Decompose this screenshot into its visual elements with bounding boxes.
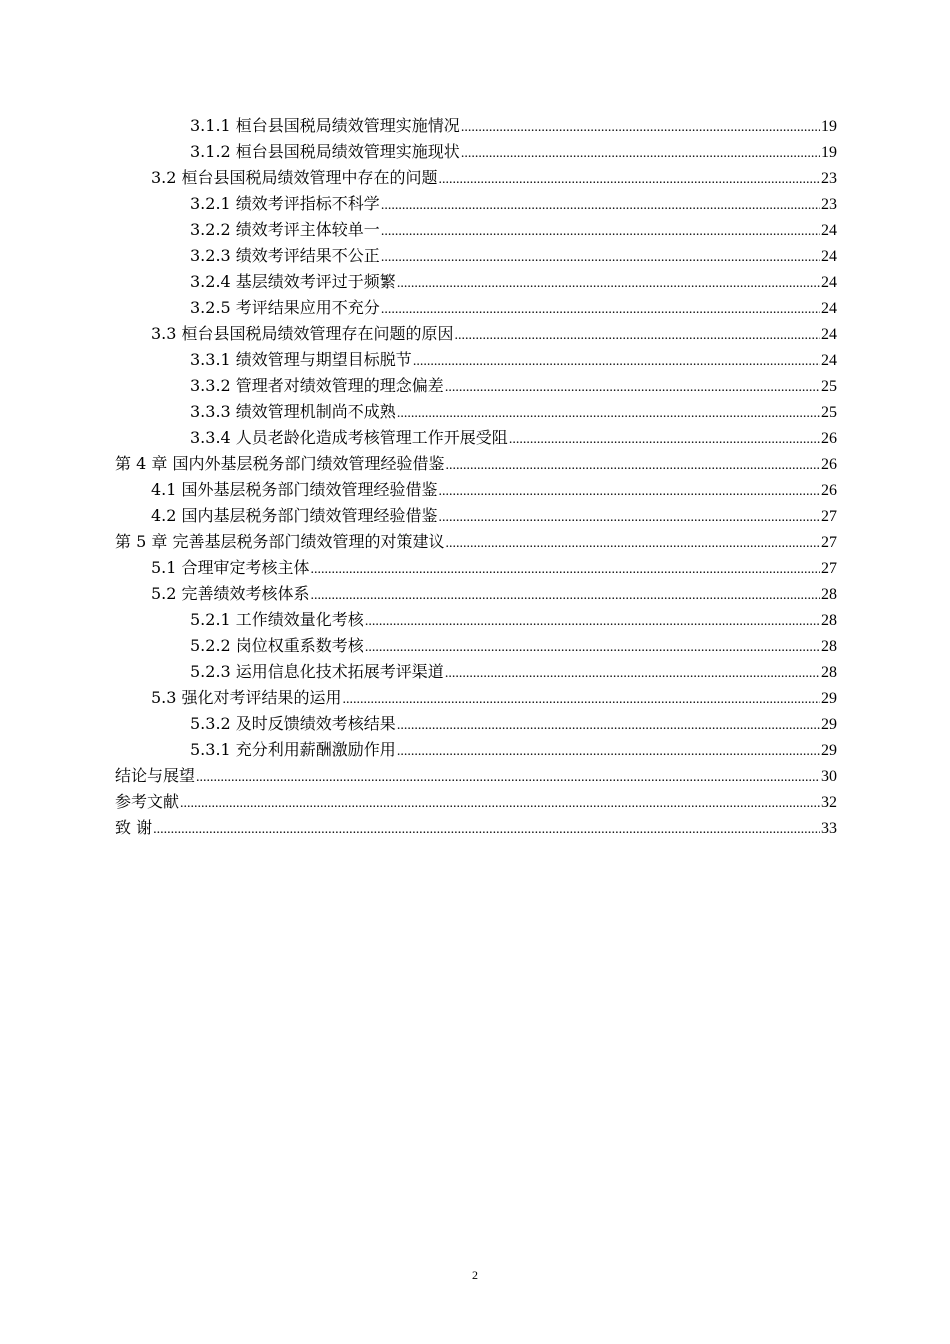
toc-entry[interactable] — [115, 113, 837, 139]
toc-entry-title: 3.2.1 绩效考评指标不科学 — [190, 194, 380, 213]
toc-entry-page: 27 — [821, 508, 837, 525]
toc-entry-page: 26 — [821, 430, 837, 447]
toc-dot-leader — [311, 583, 820, 609]
toc-entry[interactable] — [115, 425, 837, 451]
toc-entry-title: 第 4 章 国内外基层税务部门绩效管理经验借鉴 — [115, 454, 445, 473]
toc-entry-page: 24 — [821, 300, 837, 317]
toc-entry[interactable] — [115, 763, 837, 789]
toc-entry-title: 5.2.3 运用信息化技术拓展考评渠道 — [190, 662, 444, 681]
toc-entry[interactable] — [115, 555, 837, 581]
toc-entry-page: 24 — [821, 274, 837, 291]
toc-dot-leader — [343, 687, 820, 713]
toc-entry[interactable] — [115, 477, 837, 503]
toc-entry-page: 24 — [821, 248, 837, 265]
toc-entry-title: 5.3.2 及时反馈绩效考核结果 — [190, 714, 396, 733]
toc-entry[interactable] — [115, 269, 837, 295]
toc-entry-title: 4.2 国内基层税务部门绩效管理经验借鉴 — [151, 506, 438, 525]
toc-entry-page: 26 — [821, 482, 837, 499]
toc-entry-title: 3.1.2 桓台县国税局绩效管理实施现状 — [190, 142, 460, 161]
toc-entry-page: 23 — [821, 196, 837, 213]
table-of-contents — [115, 113, 837, 841]
toc-entry-title: 3.3.3 绩效管理机制尚不成熟 — [190, 402, 396, 421]
toc-dot-leader — [445, 453, 820, 479]
toc-entry-page: 29 — [821, 690, 837, 707]
toc-entry[interactable] — [115, 217, 837, 243]
page-number: 2 — [472, 1268, 478, 1282]
toc-dot-leader — [445, 531, 820, 557]
toc-dot-leader — [381, 193, 820, 219]
toc-entry-title: 3.3.1 绩效管理与期望目标脱节 — [190, 350, 412, 369]
toc-entry-title: 3.3.2 管理者对绩效管理的理念偏差 — [190, 376, 444, 395]
toc-dot-leader — [365, 609, 820, 635]
toc-entry-title: 3.2.4 基层绩效考评过于频繁 — [190, 272, 396, 291]
toc-dot-leader — [455, 323, 820, 349]
toc-entry[interactable] — [115, 685, 837, 711]
toc-entry-title: 3.2 桓台县国税局绩效管理中存在的问题 — [151, 168, 438, 187]
toc-dot-leader — [381, 297, 820, 323]
toc-entry-title: 第 5 章 完善基层税务部门绩效管理的对策建议 — [115, 532, 445, 551]
toc-entry[interactable] — [115, 607, 837, 633]
toc-entry[interactable] — [115, 659, 837, 685]
toc-entry-title: 3.3 桓台县国税局绩效管理存在问题的原因 — [151, 324, 454, 343]
toc-dot-leader — [509, 427, 820, 453]
toc-entry-title: 3.2.2 绩效考评主体较单一 — [190, 220, 380, 239]
toc-dot-leader — [196, 765, 820, 791]
toc-entry[interactable] — [115, 529, 837, 555]
toc-entry-page: 27 — [821, 534, 837, 551]
toc-entry-title: 致 谢 — [115, 818, 153, 837]
toc-entry[interactable] — [115, 503, 837, 529]
toc-entry-page: 25 — [821, 378, 837, 395]
toc-entry-title: 3.2.3 绩效考评结果不公正 — [190, 246, 380, 265]
toc-entry-title: 5.3 强化对考评结果的运用 — [151, 688, 342, 707]
toc-entry-title: 5.2.1 工作绩效量化考核 — [190, 610, 364, 629]
toc-dot-leader — [311, 557, 820, 583]
toc-entry[interactable] — [115, 243, 837, 269]
toc-entry-page: 32 — [821, 794, 837, 811]
toc-entry-page: 28 — [821, 664, 837, 681]
toc-entry-page: 19 — [821, 144, 837, 161]
toc-entry[interactable] — [115, 165, 837, 191]
toc-entry[interactable] — [115, 139, 837, 165]
toc-entry-page: 28 — [821, 638, 837, 655]
toc-entry-page: 24 — [821, 222, 837, 239]
toc-dot-leader — [381, 245, 820, 271]
toc-entry[interactable] — [115, 737, 837, 763]
toc-entry-title: 5.2 完善绩效考核体系 — [151, 584, 310, 603]
toc-entry-title: 3.3.4 人员老龄化造成考核管理工作开展受阻 — [190, 428, 508, 447]
toc-entry-page: 27 — [821, 560, 837, 577]
toc-dot-leader — [365, 635, 820, 661]
toc-entry[interactable] — [115, 451, 837, 477]
toc-dot-leader — [397, 401, 820, 427]
toc-dot-leader — [397, 739, 820, 765]
toc-entry-title: 3.1.1 桓台县国税局绩效管理实施情况 — [190, 116, 460, 135]
toc-entry[interactable] — [115, 295, 837, 321]
toc-entry-page: 23 — [821, 170, 837, 187]
toc-dot-leader — [445, 375, 820, 401]
toc-entry[interactable] — [115, 399, 837, 425]
toc-dot-leader — [397, 271, 820, 297]
toc-entry-page: 28 — [821, 586, 837, 603]
toc-dot-leader — [180, 791, 820, 817]
toc-entry-page: 33 — [821, 820, 837, 837]
toc-entry[interactable] — [115, 633, 837, 659]
toc-entry-title: 3.2.5 考评结果应用不充分 — [190, 298, 380, 317]
toc-entry-page: 26 — [821, 456, 837, 473]
toc-entry-title: 结论与展望 — [115, 766, 196, 785]
toc-entry-title: 5.1 合理审定考核主体 — [151, 558, 310, 577]
toc-entry-title: 5.3.1 充分利用薪酬激励作用 — [190, 740, 396, 759]
toc-entry[interactable] — [115, 347, 837, 373]
toc-entry-title: 4.1 国外基层税务部门绩效管理经验借鉴 — [151, 480, 438, 499]
toc-entry-page: 24 — [821, 352, 837, 369]
toc-dot-leader — [439, 167, 820, 193]
toc-dot-leader — [439, 479, 820, 505]
toc-dot-leader — [381, 219, 820, 245]
toc-dot-leader — [413, 349, 820, 375]
toc-entry-page: 30 — [821, 768, 837, 785]
toc-dot-leader — [397, 713, 820, 739]
toc-entry-title: 参考文献 — [115, 792, 180, 811]
toc-entry-page: 19 — [821, 118, 837, 135]
toc-entry-page: 25 — [821, 404, 837, 421]
toc-entry-page: 28 — [821, 612, 837, 629]
toc-dot-leader — [153, 817, 820, 843]
toc-dot-leader — [445, 661, 820, 687]
toc-dot-leader — [461, 141, 820, 167]
toc-entry[interactable] — [115, 815, 837, 841]
toc-entry-page: 29 — [821, 716, 837, 733]
toc-entry[interactable] — [115, 321, 837, 347]
toc-dot-leader — [461, 115, 820, 141]
toc-dot-leader — [439, 505, 820, 531]
toc-entry-page: 24 — [821, 326, 837, 343]
toc-entry-page: 29 — [821, 742, 837, 759]
toc-entry[interactable] — [115, 711, 837, 737]
toc-entry[interactable] — [115, 789, 837, 815]
toc-entry[interactable] — [115, 581, 837, 607]
toc-entry-title: 5.2.2 岗位权重系数考核 — [190, 636, 364, 655]
toc-entry[interactable] — [115, 373, 837, 399]
toc-entry[interactable] — [115, 191, 837, 217]
